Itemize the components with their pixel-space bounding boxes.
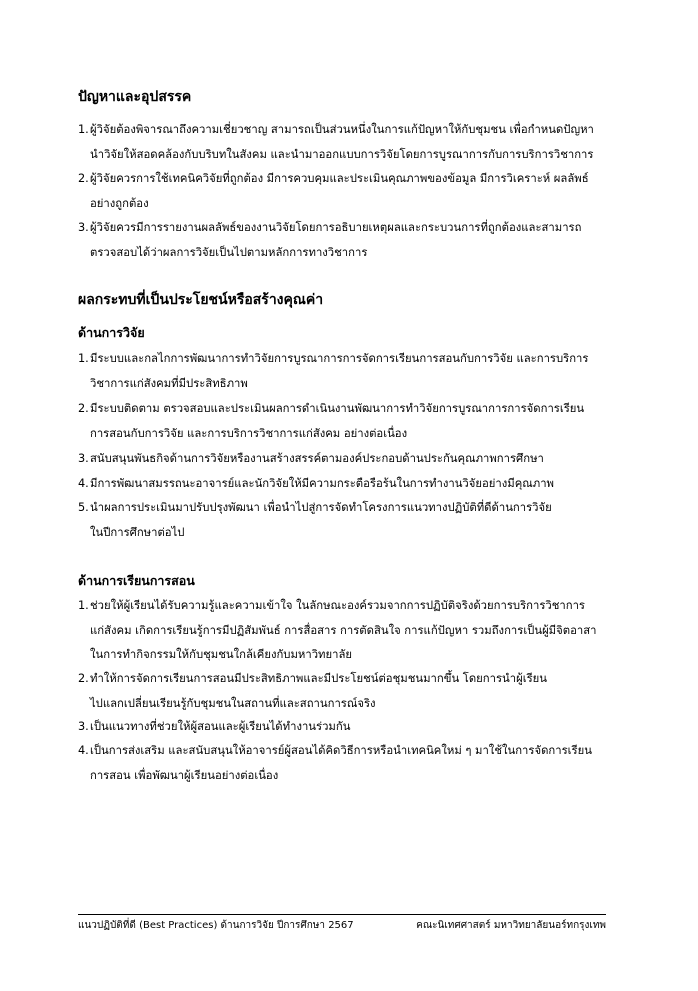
item-text-cont: การสอนกับการวิจัย และการบริการวิชาการแก่สังคม อย่างต่อเนื่อง	[90, 426, 408, 440]
item-text-cont: ในการทำกิจกรรมให้กับชุมชนใกล้เคียงกับมหาวิทยาลัย	[90, 648, 353, 661]
teaching-item-3	[78, 715, 350, 740]
item-text: สนับสนุนพันธกิจด้านการวิจัยหรืองานสร้างสรรค์ตามองค์ประกอบด้านประกันคุณภาพการศึกษา	[90, 452, 544, 465]
item-text-cont: การสอน เพื่อพัฒนาผู้เรียนอย่างต่อเนื่อง	[90, 768, 279, 782]
item-number: 1.	[78, 123, 89, 136]
item-text: ผู้วิจัยต้องพิจารณาถึงความเชี่ยวชาญ สามารถเป็นส่วนหนึ่งในการแก้ปัญหาให้กับชุมชน เพื่อกำหนดปัญหา	[90, 123, 594, 136]
subheading-research: ด้านการวิจัย	[78, 325, 145, 340]
item-number: 3.	[78, 221, 89, 234]
item-number: 2.	[78, 402, 89, 415]
problem-item-2	[78, 167, 589, 216]
item-number: 1.	[78, 599, 89, 612]
item-text: มีระบบติดตาม ตรวจสอบและประเมินผลการดำเนินงานพัฒนาการทำวิจัยการบูรณาการการจัดการเรียน	[90, 402, 585, 415]
item-text-cont: ตรวจสอบได้ว่าผลการวิจัยเป็นไปตามหลักการทางวิชาการ	[90, 245, 368, 259]
item-text: เป็นการส่งเสริม และสนับสนุนให้อาจารย์ผู้สอนได้คิดวิธีการหรือนำเทคนิคใหม่ ๆ มาใช้ในการจัดการเรียน	[90, 744, 592, 757]
item-text: นำผลการประเมินมาปรับปรุงพัฒนา เพื่อนำไปสู่การจัดทำโครงการแนวทางปฏิบัติที่ดีด้านการวิจัย	[90, 501, 552, 514]
research-item-5	[78, 496, 552, 545]
item-number: 3.	[78, 720, 89, 733]
item-text-cont: นำวิจัยให้สอดคล้องกับบริบทในสังคม และนำมาออกแบบการวิจัยโดยการบูรณาการกับการบริการวิชาการ	[90, 147, 594, 161]
footer-document-title: แนวปฏิบัติที่ดี (Best Practices) ด้านการวิจัย ปีการศึกษา 2567	[78, 920, 354, 931]
research-item-2	[78, 397, 584, 446]
item-number: 2.	[78, 672, 89, 685]
teaching-item-1	[78, 594, 596, 668]
item-text-cont: ในปีการศึกษาต่อไป	[90, 525, 185, 539]
item-text-cont: วิชาการแก่สังคมที่มีประสิทธิภาพ	[90, 376, 248, 390]
item-text: ช่วยให้ผู้เรียนได้รับความรู้และความเข้าใจ ในลักษณะองค์รวมจากการปฏิบัติจริงด้วยการบริการวิชาการ	[90, 599, 585, 612]
item-text: ทำให้การจัดการเรียนการสอนมีประสิทธิภาพและมีประโยชน์ต่อชุมชนมากขึ้น โดยการนำผู้เรียน	[90, 672, 547, 685]
item-text-cont: ไปแลกเปลี่ยนเรียนรู้กับชุมชนในสถานที่และสถานการณ์จริง	[90, 696, 376, 710]
item-text: ผู้วิจัยควรมีการรายงานผลลัพธ์ของงานวิจัยโดยการอธิบายเหตุผลและกระบวนการที่ถูกต้องและสามารถ	[90, 221, 582, 234]
item-number: 4.	[78, 744, 89, 757]
item-number: 2.	[78, 172, 89, 185]
item-number: 3.	[78, 452, 89, 465]
subheading-teaching: ด้านการเรียนการสอน	[78, 573, 195, 588]
footer-faculty-name: คณะนิเทศศาสตร์ มหาวิทยาลัยนอร์ทกรุงเทพ	[416, 920, 606, 931]
teaching-item-4	[78, 739, 592, 788]
item-text: เป็นแนวทางที่ช่วยให้ผู้สอนและผู้เรียนได้ทำงานร่วมกัน	[90, 720, 351, 733]
heading-impacts: ผลกระทบที่เป็นประโยชน์หรือสร้างคุณค่า	[78, 292, 324, 308]
item-text: มีระบบและกลไกการพัฒนาการทำวิจัยการบูรณาการการจัดการเรียนการสอนกับการวิจัย และการบริการ	[90, 352, 589, 365]
problem-item-1	[78, 118, 594, 167]
item-text: ผู้วิจัยควรการใช้เทคนิควิจัยที่ถูกต้อง มีการควบคุมและประเมินคุณภาพของข้อมูล มีการวิเคราะห์ ผลลัพธ์	[90, 172, 589, 185]
item-text-cont: อย่างถูกต้อง	[90, 196, 149, 210]
heading-problems: ปัญหาและอุปสรรค	[78, 89, 192, 105]
footer-divider	[78, 914, 606, 915]
item-number: 5.	[78, 501, 89, 514]
item-text: มีการพัฒนาสมรรถนะอาจารย์และนักวิจัยให้มีความกระตือรือร้นในการทำงานวิจัยอย่างมีคุณภาพ	[90, 477, 554, 490]
research-item-4	[78, 472, 554, 497]
item-text-cont: แก่สังคม เกิดการเรียนรู้การมีปฏิสัมพันธ์ การสื่อสาร การตัดสินใจ การแก้ปัญหา รวมถึงการเป็นผู้มีจิตอาสา	[90, 623, 597, 637]
teaching-item-2	[78, 667, 547, 716]
item-number: 4.	[78, 477, 89, 490]
problem-item-3	[78, 216, 581, 265]
research-item-1	[78, 347, 588, 396]
item-number: 1.	[78, 352, 89, 365]
research-item-3	[78, 447, 544, 472]
